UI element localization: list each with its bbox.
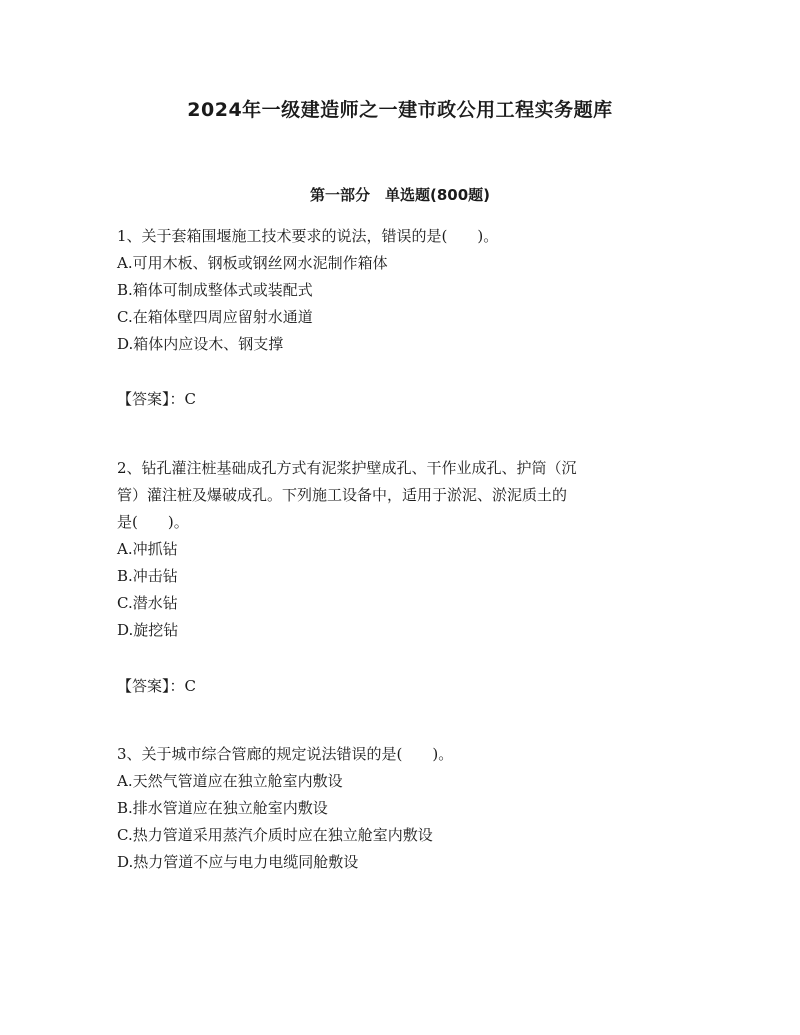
question-2-option-a: A.冲抓钻 — [117, 540, 178, 558]
question-2-option-d: D.旋挖钻 — [117, 621, 179, 639]
question-2-stem-line-2: 管）灌注桩及爆破成孔。下列施工设备中，适用于淤泥、淤泥质土的 — [117, 486, 568, 504]
question-2-option-c: C.潜水钻 — [117, 594, 178, 612]
question-1-option-c: C.在箱体壁四周应留射水通道 — [117, 308, 313, 326]
document-title: 2024年一级建造师之一建市政公用工程实务题库 — [187, 99, 613, 121]
question-2-stem-line-1: 2、钻孔灌注桩基础成孔方式有泥浆护壁成孔、干作业成孔、护筒（沉 — [117, 459, 577, 477]
question-1-stem: 1、关于套箱围堰施工技术要求的说法，错误的是( )。 — [117, 227, 499, 245]
question-3-stem: 3、关于城市综合管廊的规定说法错误的是( )。 — [117, 745, 454, 763]
question-3-option-a: A.天然气管道应在独立舱室内敷设 — [117, 772, 343, 790]
section-title: 第一部分 单选题(800题) — [309, 186, 491, 204]
question-1-option-a: A.可用木板、钢板或钢丝网水泥制作箱体 — [117, 254, 388, 272]
question-2-stem-line-3: 是( )。 — [117, 513, 189, 531]
question-3-option-c: C.热力管道采用蒸汽介质时应在独立舱室内敷设 — [117, 826, 433, 844]
question-1-option-d: D.箱体内应设木、钢支撑 — [117, 335, 284, 353]
question-3-option-d: D.热力管道不应与电力电缆同舱敷设 — [117, 853, 359, 871]
question-1-option-b: B.箱体可制成整体式或装配式 — [117, 281, 313, 299]
question-1-answer: 【答案】：C — [117, 390, 196, 408]
question-3-option-b: B.排水管道应在独立舱室内敷设 — [117, 799, 328, 817]
question-2-option-b: B.冲击钻 — [117, 567, 178, 585]
question-2-answer: 【答案】：C — [117, 677, 196, 695]
